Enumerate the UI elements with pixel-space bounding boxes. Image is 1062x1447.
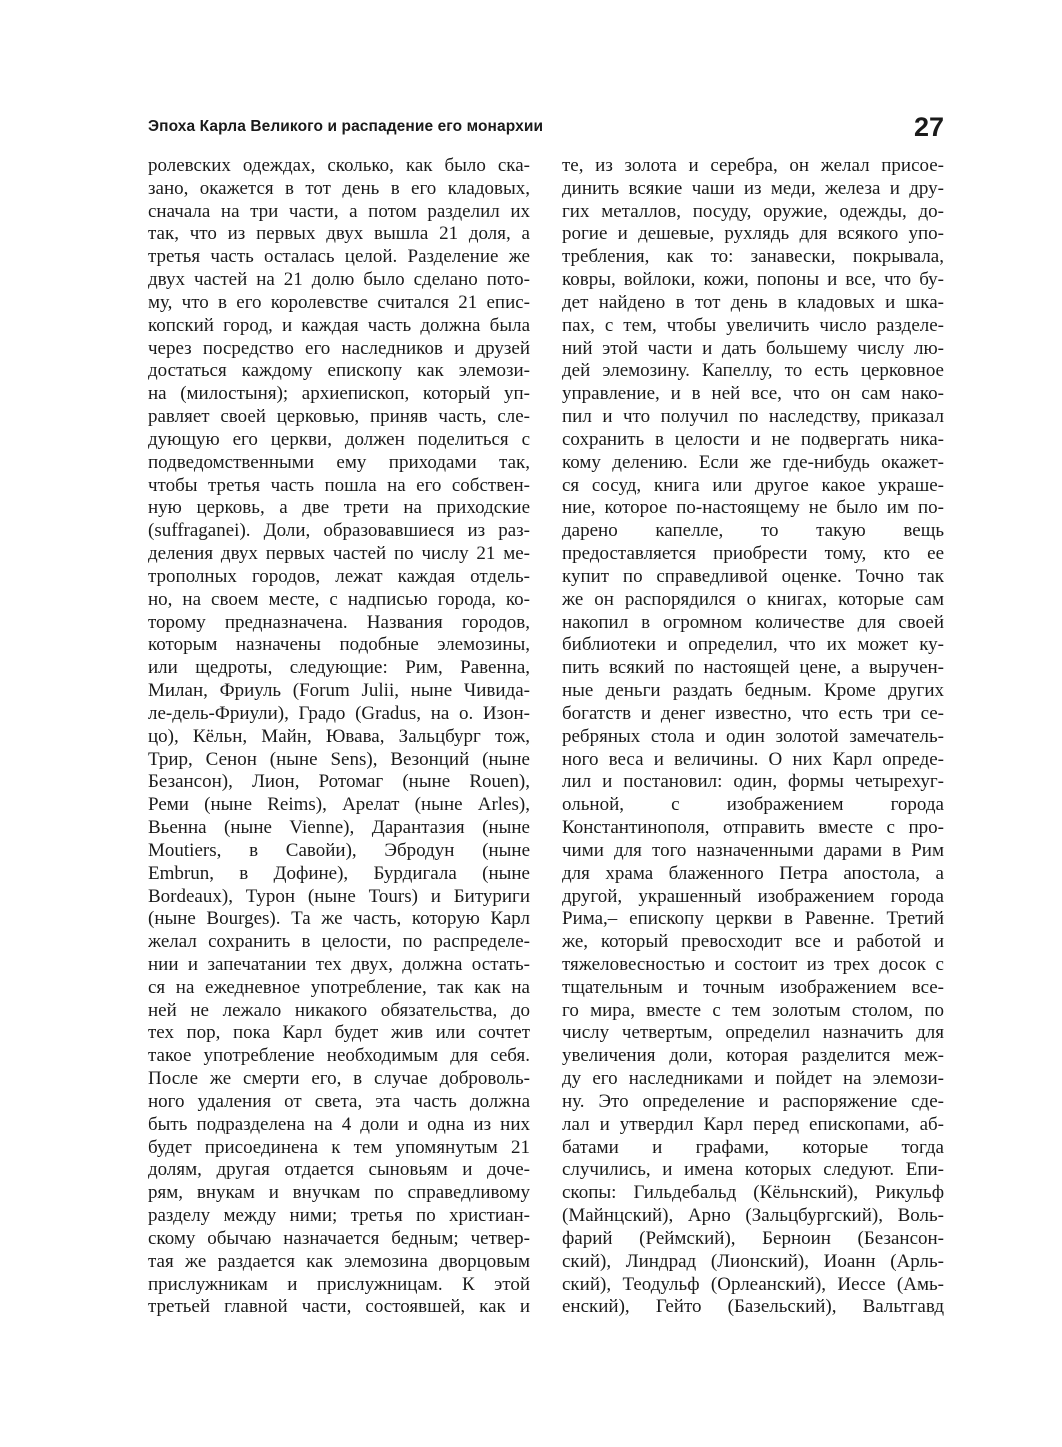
text-line: го мира, вместе с тем золотым столом, по (562, 999, 944, 1021)
text-line: желал сохранить в целости, по распределе- (148, 931, 530, 953)
text-line: ну. Это определение и распоряжение сде- (562, 1090, 944, 1112)
text-line: Embrun, в Дофине), Бурдигала (ныне (148, 862, 530, 884)
text-line: на (милостыня); архиепископ, который уп- (148, 383, 530, 405)
text-line: же он распорядился о книгах, которые сам (562, 588, 944, 610)
text-line: ролевских одеждах, сколько, как было ска- (148, 155, 530, 176)
running-head: Эпоха Карла Великого и распадение его монархии (148, 118, 544, 135)
text-line: лил и постановил: один, формы четырехуг- (562, 771, 944, 793)
text-line: достаться каждому епископу как элемози- (148, 360, 530, 382)
text-line: (suffraganei). Доли, образовавшиеся из раз- (148, 520, 530, 542)
text-line: ся на ежедневное употребление, так как на (148, 976, 530, 998)
text-line: третьей главной части, состоявшей, как и (148, 1296, 530, 1318)
text-line: Трир, Сенон (ныне Sens), Везонций (ныне (148, 748, 530, 770)
text-line: требления, как то: занавески, покрывала, (562, 246, 944, 268)
text-line: Милан, Фриуль (Forum Julii, ныне Чивида- (148, 680, 530, 702)
text-line: Рима,– епископу церкви в Равенне. Третий (562, 908, 944, 930)
text-line: Вьенна (ныне Vienne), Дарантазия (ныне (148, 817, 530, 839)
text-line: торому предназначена. Названия городов, (148, 611, 530, 633)
text-line: так, что из первых двух вышла 21 доля, а (148, 223, 530, 245)
text-line: лал и утвердил Карл перед епископами, аб- (562, 1113, 944, 1135)
text-line: После же смерти его, в случае доброволь- (148, 1068, 530, 1090)
text-line: ский), Теодульф (Орлеанский), Иессе (Амь- (562, 1273, 944, 1295)
text-line: же, который превосходит все и работой и (562, 931, 944, 953)
text-line: копский город, и каждая часть должна была (148, 314, 530, 336)
text-line: числу четвертым, определил назначить для (562, 1022, 944, 1044)
text-line: ней не лежало никакого обязательства, до (148, 999, 530, 1021)
text-line: (Майнцский), Арно (Зальцбургский), Воль- (562, 1205, 944, 1227)
text-line: енский), Гейто (Базельский), Вальтгавд (562, 1296, 944, 1318)
text-line: дующую его церкви, должен поделиться с (148, 428, 530, 450)
text-line: ные деньги раздать бедным. Кроме других (562, 680, 944, 702)
text-line: чими для того назначенными дарами в Рим (562, 839, 944, 861)
left-text-column (148, 155, 530, 1319)
text-line: динить всякие чаши из меди, железа и дру- (562, 177, 944, 199)
text-line: ний этой части и дать большему числу лю- (562, 337, 944, 359)
text-line: ковры, войлоки, кожи, попоны и все, что бу- (562, 269, 944, 291)
text-line: такое употребление необходимым для себя. (148, 1045, 530, 1067)
text-line: рогие и дешевые, рухлядь для всякого упо- (562, 223, 944, 245)
text-line: пил и что получил по наследству, приказал (562, 406, 944, 428)
text-line: пить всякий по настоящей цене, а выручен- (562, 657, 944, 679)
text-line: для храма блаженного Петра апостола, а (562, 862, 944, 884)
text-line: сначала на три части, а потом разделил их (148, 200, 530, 222)
text-line: ду его наследниками и пойдет на элемози- (562, 1068, 944, 1090)
text-line: но, на своем месте, с надписью города, ко- (148, 588, 530, 610)
text-line: предоставляется приобрести тому, кто ее (562, 543, 944, 565)
text-line: скопы: Гильдебальд (Кёльнский), Рикульф (562, 1182, 944, 1204)
text-line: Bordeaux), Турон (ныне Tours) и Битуриги (148, 885, 530, 907)
text-line: через посредство его наследников и друзей (148, 337, 530, 359)
text-line: Константинополя, отправить вместе с про- (562, 817, 944, 839)
text-line: долям, другая отдается сыновьям и доче- (148, 1159, 530, 1181)
text-line: му, что в его королевстве считался 21 епис- (148, 291, 530, 313)
text-line: тяжеловесностью и состоит из трех досок с (562, 953, 944, 975)
text-line: сохранить в целости и не подвергать ника- (562, 428, 944, 450)
text-line: будет присоединена к тем упомянутым 21 (148, 1136, 530, 1158)
text-line: случились, и имена которых следуют. Епи- (562, 1159, 944, 1181)
text-line: скому обычаю назначается бедным; четвер- (148, 1227, 530, 1249)
text-line: ся сосуд, книга или другое какое украше- (562, 474, 944, 496)
text-line: накопил в огромном количестве для своей (562, 611, 944, 633)
text-line: которым назначены подобные элемозины, (148, 634, 530, 656)
text-line: тщательным и точным изображением все- (562, 976, 944, 998)
text-line: пах, с тем, чтобы увеличить число разделе- (562, 314, 944, 336)
text-line: (ныне Bourges). Та же часть, которую Карл (148, 908, 530, 930)
text-line: ного удаления от света, эта часть должна (148, 1090, 530, 1112)
text-line: Moutiers, в Савойи), Эбродун (ныне (148, 839, 530, 861)
text-line: фарий (Реймский), Берноин (Безансон- (562, 1227, 944, 1249)
text-line: ную церковь, а две трети на приходские (148, 497, 530, 519)
text-line: управление, и в ней все, что он сам нако- (562, 383, 944, 405)
text-line: другой, украшенный изображением города (562, 885, 944, 907)
text-line: третья часть осталась целой. Разделение же (148, 246, 530, 268)
text-line: Безансон), Лион, Ротомаг (ныне Rouen), (148, 771, 530, 793)
text-line: ле-дель-Фриули), Градо (Gradus, на о. Изон- (148, 702, 530, 724)
page-header (148, 112, 944, 152)
text-line: тех пор, пока Карл будет жив или сочтет (148, 1022, 530, 1044)
text-line: купит по справедливой оценке. Точно так (562, 565, 944, 587)
text-line: батами и графами, которые тогда (562, 1136, 944, 1158)
text-line: библиотеки и определил, что их может ку- (562, 634, 944, 656)
text-line: ский), Линдрад (Лионский), Иоанн (Арль- (562, 1250, 944, 1272)
text-line: те, из золота и серебра, он желал присое- (562, 155, 944, 176)
text-line: ного веса и величины. О них Карл опреде- (562, 748, 944, 770)
text-line: дет найдено в тот день в кладовых и шка- (562, 291, 944, 313)
text-line: прислужникам и прислужницам. К этой (148, 1273, 530, 1295)
text-line: рям, внукам и внучкам по справедливому (148, 1182, 530, 1204)
text-line: разделу между ними; третья по христиан- (148, 1205, 530, 1227)
text-line: кому делению. Если же где-нибудь окажет- (562, 451, 944, 473)
page-number: 27 (913, 112, 944, 142)
text-line: дей элемозину. Капеллу, то есть церковное (562, 360, 944, 382)
text-line: нии и запечатании тех двух, должна остать- (148, 953, 530, 975)
text-line: подведомственными ему приходами так, (148, 451, 530, 473)
right-text-column (562, 155, 944, 1319)
text-line: увеличения доли, которая разделится меж- (562, 1045, 944, 1067)
text-line: деления двух первых частей по числу 21 ме- (148, 543, 530, 565)
text-line: цо), Кёльн, Майн, Ювава, Зальцбург тож, (148, 725, 530, 747)
text-line: богатств и денег известно, что есть три се- (562, 702, 944, 724)
text-line: тая же раздается как элемозина дворцовым (148, 1250, 530, 1272)
text-line: дарено капелле, то такую вещь (562, 520, 944, 542)
text-line: зано, окажется в тот день в его кладовых, (148, 177, 530, 199)
text-line: чтобы третья часть пошла на его собствен- (148, 474, 530, 496)
text-line: ольной, с изображением города (562, 794, 944, 816)
text-line: двух частей на 21 долю было сделано пото- (148, 269, 530, 291)
text-line: ребряных стола и один золотой замечатель- (562, 725, 944, 747)
text-line: трополных городов, лежат каждая отдель- (148, 565, 530, 587)
text-line: Реми (ныне Reims), Арелат (ныне Arles), (148, 794, 530, 816)
text-line: ние, которое по-настоящему не было им по- (562, 497, 944, 519)
text-line: равляет своей церковью, приняв часть, сле- (148, 406, 530, 428)
text-line: быть подразделена на 4 доли и одна из них (148, 1113, 530, 1135)
text-line: или щедроты, следующие: Рим, Равенна, (148, 657, 530, 679)
text-line: гих металлов, посуду, оружие, одежды, до- (562, 200, 944, 222)
